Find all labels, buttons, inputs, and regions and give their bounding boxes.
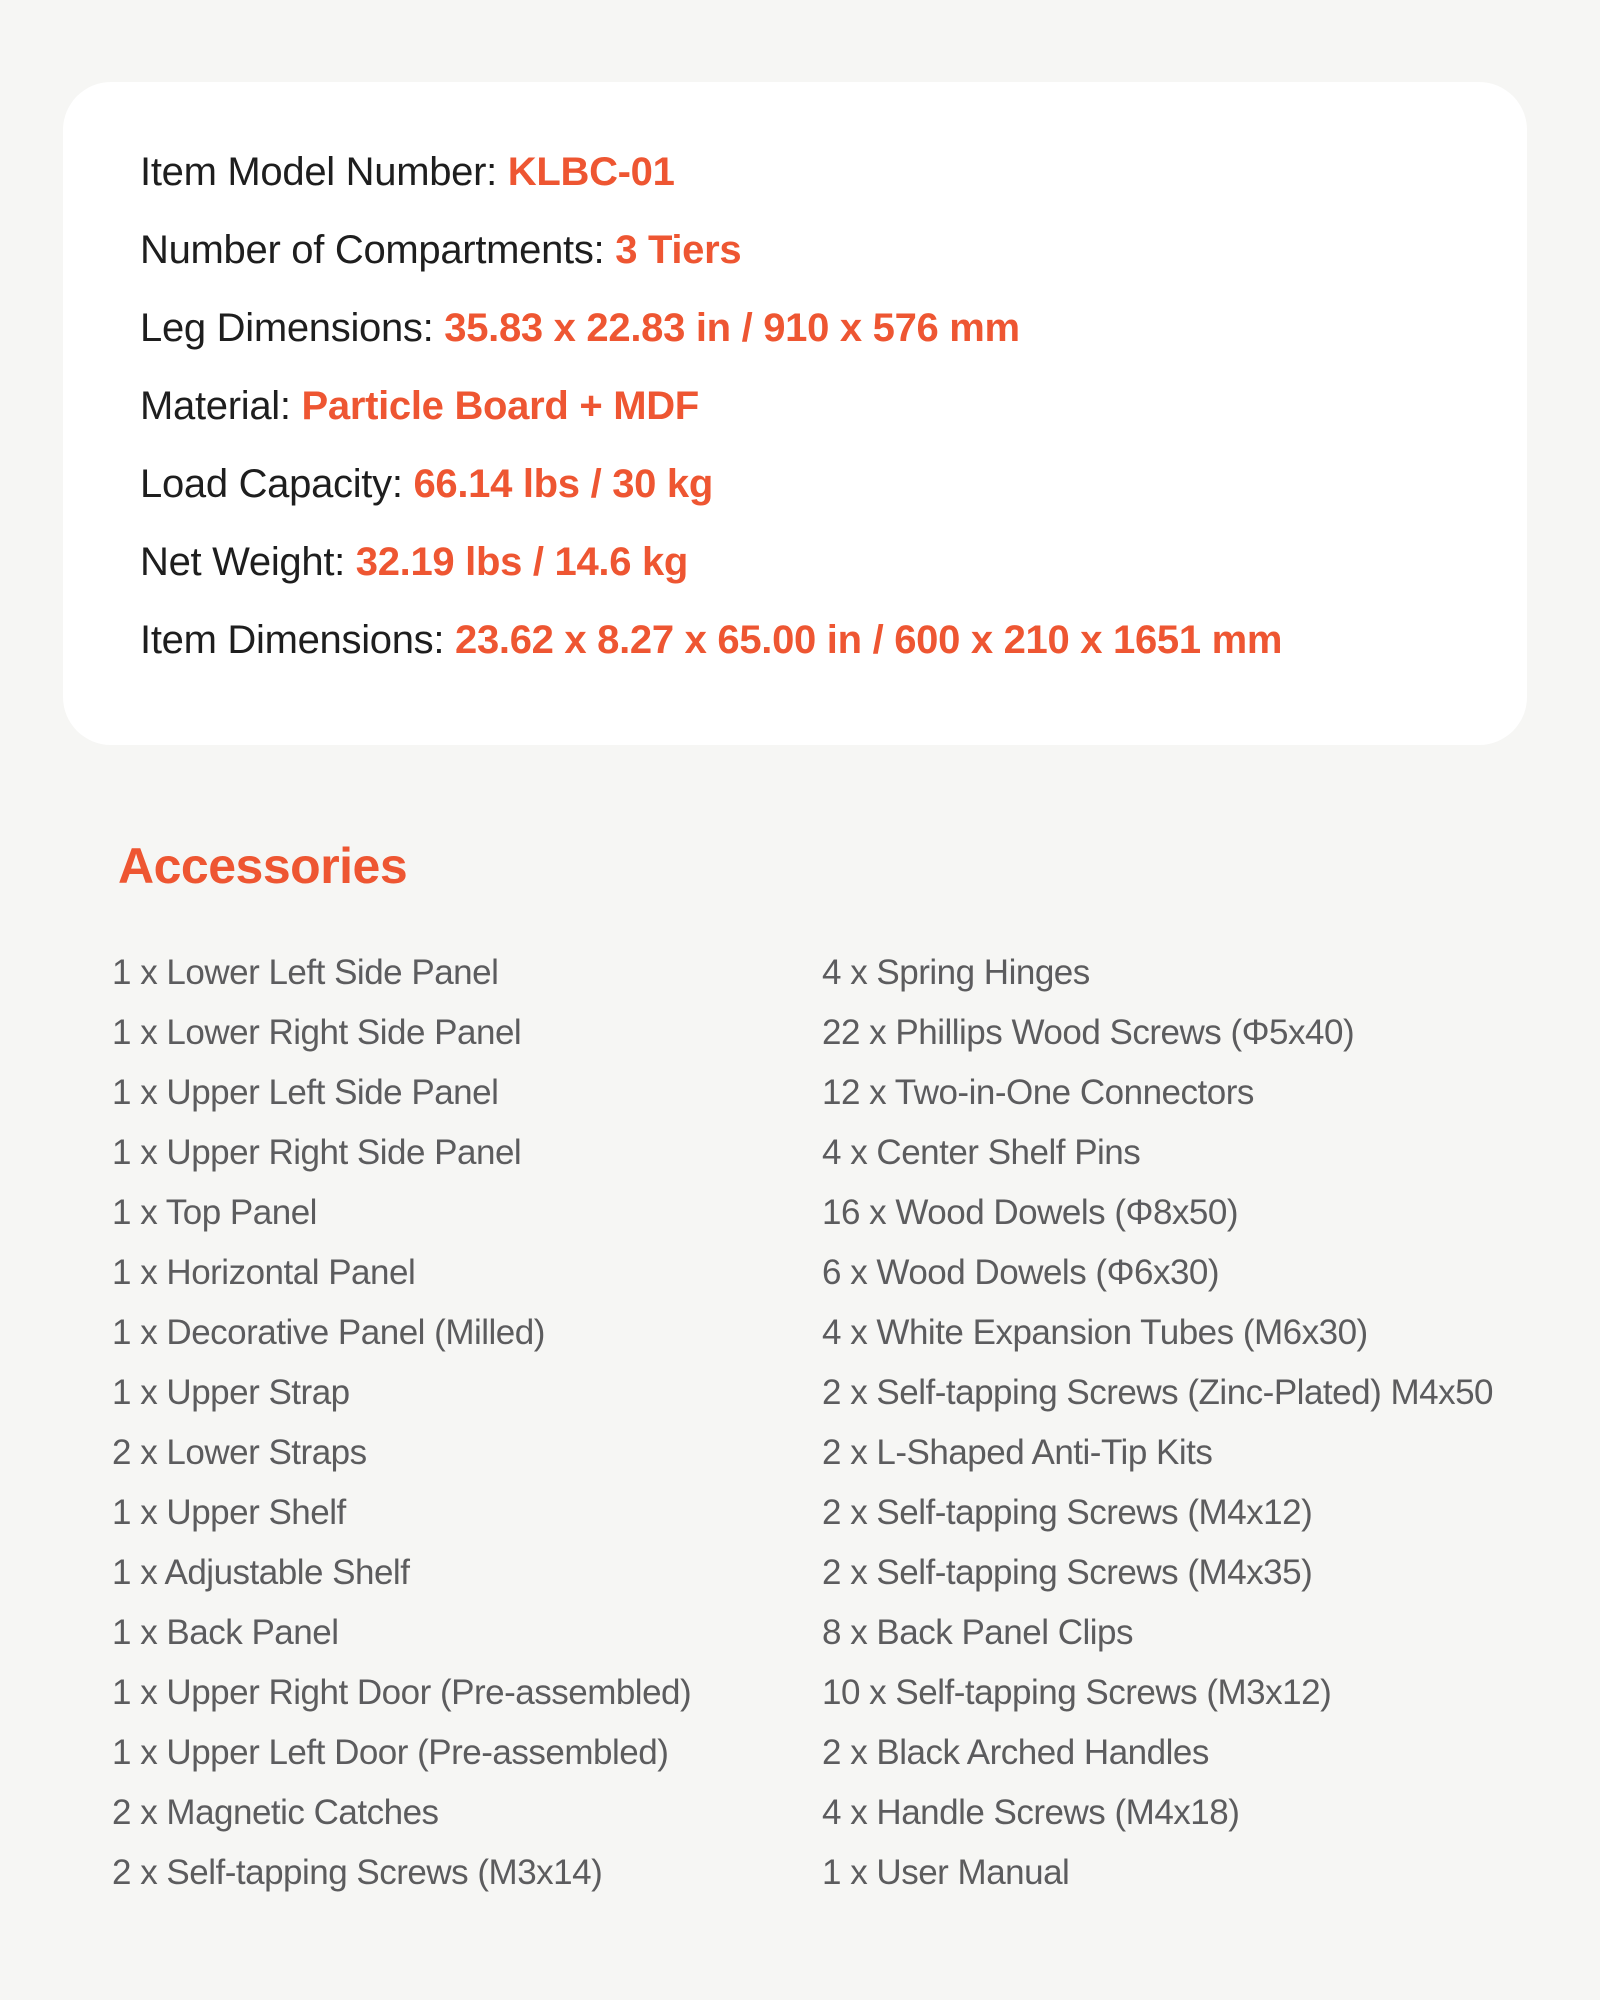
- spec-label: Load Capacity:: [140, 462, 414, 506]
- spec-line: [140, 211, 1487, 289]
- accessory-item: 16 x Wood Dowels (Φ8x50): [822, 1193, 1239, 1232]
- spec-value: 23.62 x 8.27 x 65.00 in / 600 x 210 x 1651 mm: [455, 618, 1283, 662]
- accessory-item: 12 x Two-in-One Connectors: [822, 1073, 1254, 1112]
- accessory-item: 2 x Self-tapping Screws (M4x12): [822, 1493, 1313, 1532]
- spec-line: [140, 367, 1487, 445]
- spec-label: Item Model Number:: [140, 150, 508, 194]
- accessory-item: 1 x Upper Strap: [112, 1373, 350, 1412]
- accessory-item: 2 x Lower Straps: [112, 1433, 367, 1472]
- spec-card: [63, 82, 1527, 745]
- accessory-item: 1 x Adjustable Shelf: [112, 1553, 410, 1592]
- spec-label: Material:: [140, 384, 302, 428]
- accessory-item: 2 x Black Arched Handles: [822, 1733, 1209, 1772]
- accessory-item: 10 x Self-tapping Screws (M3x12): [822, 1673, 1332, 1712]
- spec-line: [140, 289, 1487, 367]
- spec-line: [140, 601, 1487, 679]
- spec-label: Leg Dimensions:: [140, 306, 445, 350]
- spec-label: Item Dimensions:: [140, 618, 455, 662]
- accessory-item: 2 x L-Shaped Anti-Tip Kits: [822, 1433, 1213, 1472]
- accessory-item: 8 x Back Panel Clips: [822, 1613, 1133, 1652]
- accessories-column-right: [822, 943, 1540, 1903]
- spec-value: 66.14 lbs / 30 kg: [413, 462, 713, 506]
- accessories-column-left: [112, 943, 822, 1903]
- accessory-item: 2 x Magnetic Catches: [112, 1793, 439, 1832]
- accessory-item: 1 x Upper Right Door (Pre-assembled): [112, 1673, 692, 1712]
- accessory-item: 6 x Wood Dowels (Φ6x30): [822, 1253, 1220, 1292]
- spec-line: [140, 523, 1487, 601]
- accessory-item: 1 x Upper Left Door (Pre-assembled): [112, 1733, 669, 1772]
- accessory-item: 1 x Decorative Panel (Milled): [112, 1313, 545, 1352]
- accessory-item: 1 x Lower Right Side Panel: [112, 1013, 522, 1052]
- accessory-item: 4 x Spring Hinges: [822, 953, 1090, 992]
- accessory-item: 2 x Self-tapping Screws (Zinc-Plated) M4x50: [822, 1373, 1493, 1412]
- accessory-item: 22 x Phillips Wood Screws (Φ5x40): [822, 1013, 1355, 1052]
- accessory-item: 2 x Self-tapping Screws (M3x14): [112, 1853, 603, 1892]
- spec-value: 35.83 x 22.83 in / 910 x 576 mm: [444, 306, 1020, 350]
- spec-value: 3 Tiers: [615, 228, 742, 272]
- accessory-item: 1 x Upper Left Side Panel: [112, 1073, 499, 1112]
- spec-value: 32.19 lbs / 14.6 kg: [355, 540, 689, 584]
- spec-lines: [140, 133, 1487, 679]
- accessory-item: 4 x Handle Screws (M4x18): [822, 1793, 1240, 1832]
- accessory-item: 1 x Lower Left Side Panel: [112, 953, 499, 992]
- accessory-item: 2 x Self-tapping Screws (M4x35): [822, 1553, 1313, 1592]
- accessory-item: 4 x Center Shelf Pins: [822, 1133, 1141, 1172]
- spec-line: [140, 133, 1487, 211]
- accessory-item: 1 x Upper Shelf: [112, 1493, 346, 1532]
- spec-value: Particle Board + MDF: [301, 384, 699, 428]
- spec-line: [140, 445, 1487, 523]
- accessory-item: 1 x Top Panel: [112, 1193, 317, 1232]
- accessory-item: 4 x White Expansion Tubes (M6x30): [822, 1313, 1368, 1352]
- accessories-title: Accessories: [118, 838, 408, 894]
- accessory-item: 1 x Horizontal Panel: [112, 1253, 416, 1292]
- accessories-list: [112, 943, 1540, 1903]
- spec-value: KLBC-01: [507, 150, 675, 194]
- spec-label: Net Weight:: [140, 540, 356, 584]
- accessory-item: 1 x Back Panel: [112, 1613, 339, 1652]
- accessory-item: 1 x Upper Right Side Panel: [112, 1133, 522, 1172]
- accessory-item: 1 x User Manual: [822, 1853, 1070, 1892]
- spec-label: Number of Compartments:: [140, 228, 616, 272]
